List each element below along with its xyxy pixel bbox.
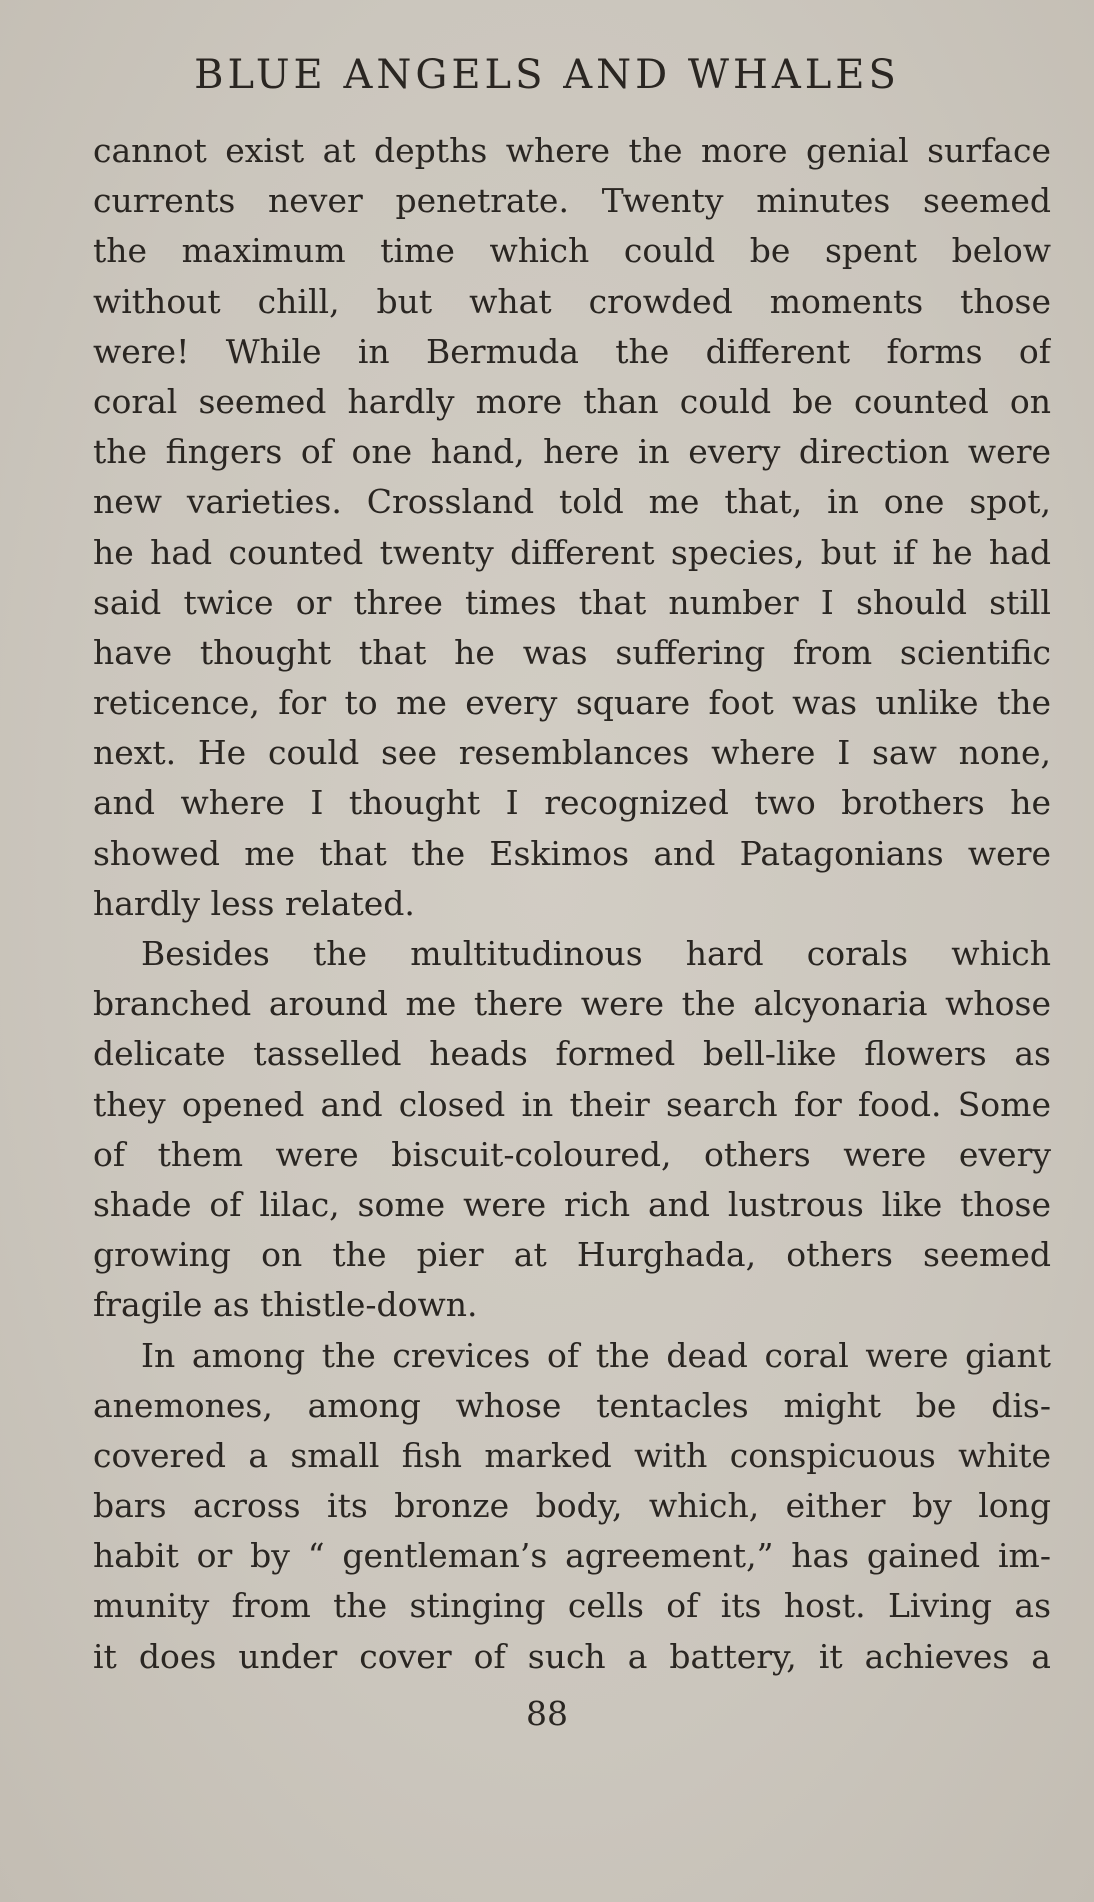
text-line: currents never penetrate. Twenty minutes seemed [93,181,1051,221]
text-line: he had counted twenty different species, but if he had [93,532,1051,572]
text-line: reticence, for to me every square foot was unlike the [93,683,1051,723]
text-line: they opened and closed in their search for food. Some [93,1084,1051,1124]
text-line: next. He could see resemblances where I saw none, [93,733,1051,773]
text-line: growing on the pier at Hurghada, others seemed [93,1235,1051,1275]
text-line: delicate tasselled heads formed bell-like flowers as [93,1034,1051,1074]
text-line: and where I thought I recognized two brothers he [93,783,1051,823]
text-line: anemones, among whose tentacles might be dis- [93,1385,1051,1425]
text-line: branched around me there were the alcyonaria whose [93,984,1051,1024]
text-line: hardly less related. [93,883,415,923]
text-line: showed me that the Eskimos and Patagonians were [93,833,1051,873]
text-line: of them were biscuit-coloured, others were every [93,1134,1051,1174]
text-line: without chill, but what crowded moments those [93,281,1051,321]
text-line: have thought that he was suffering from scientific [93,632,1051,672]
text-line: covered a small fish marked with conspicuous white [93,1435,1051,1475]
text-line: new varieties. Crossland told me that, in one spot, [93,482,1051,522]
text-line: habit or by “ gentleman’s agreement,” has gained im- [93,1536,1051,1576]
text-line: said twice or three times that number I should still [93,582,1051,622]
text-line: cannot exist at depths where the more genial surface [93,131,1051,170]
text-line: were! While in Bermuda the different forms of [93,331,1051,371]
text-line: shade of lilac, some were rich and lustrous like those [93,1184,1051,1224]
text-line: it does under cover of such a battery, it achieves a [93,1636,1051,1676]
text-line: coral seemed hardly more than could be counted on [93,381,1051,421]
text-line: In among the crevices of the dead coral were giant [141,1335,1051,1375]
text-line: bars across its bronze body, which, either by long [93,1486,1051,1526]
text-line: the fingers of one hand, here in every direction were [93,432,1051,472]
page-number: 88 [526,1694,568,1733]
running-head: BLUE ANGELS AND WHALES [194,52,900,98]
text-line: Besides the multitudinous hard corals which [141,934,1051,973]
text-line: munity from the stinging cells of its host. Living as [93,1586,1051,1626]
text-line: fragile as thistle-down. [93,1285,478,1325]
body-text [93,126,1051,1682]
text-line: the maximum time which could be spent below [93,231,1051,271]
